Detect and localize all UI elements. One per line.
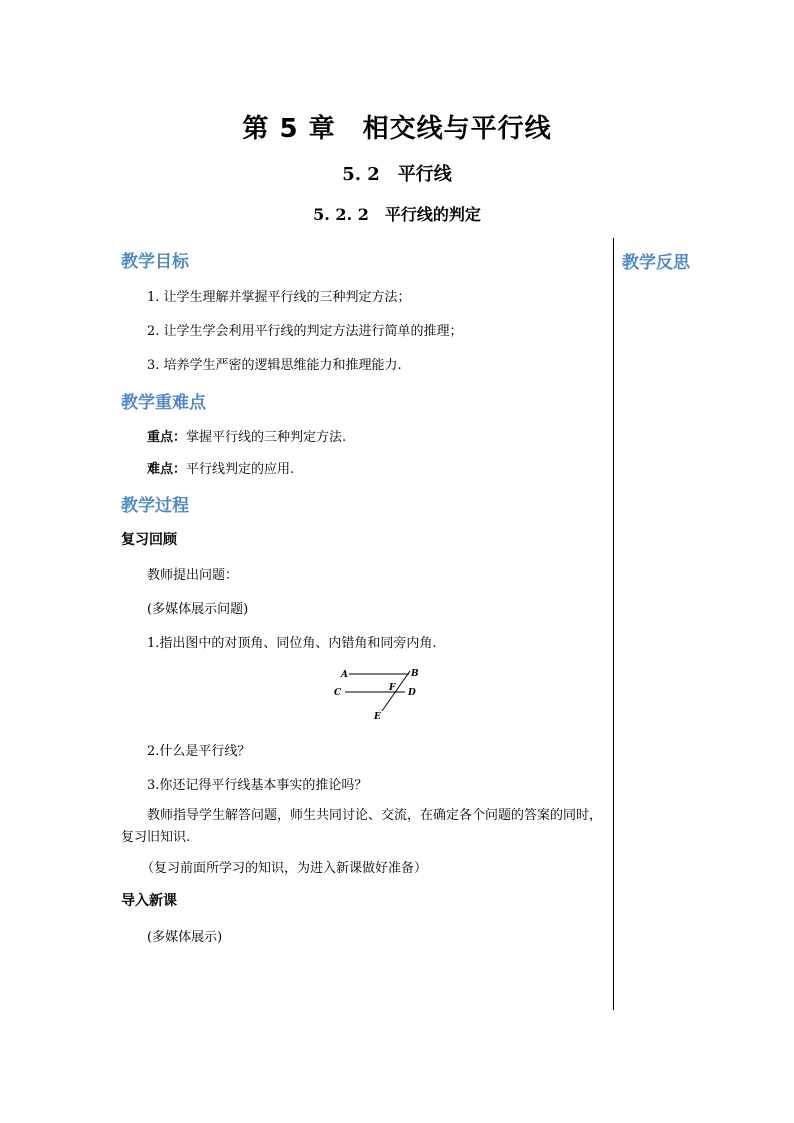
review-heading: 复习回顾 [121, 532, 177, 548]
transversal [382, 671, 410, 711]
goal-item: 1. 让学生理解并掌握平行线的三种判定方法； [147, 290, 411, 305]
label-a: A [341, 670, 348, 680]
review-note: （复习前面所学习的知识，为进入新课做好准备） [141, 861, 428, 876]
question-3: 3.你还记得平行线基本事实的推论吗？ [147, 778, 368, 793]
difficult-point-label: 难点： [147, 462, 187, 477]
chapter-title: 第 5 章 相交线与平行线 [242, 114, 552, 144]
label-c: C [334, 688, 342, 698]
media-show: (多媒体展示问题) [147, 602, 249, 617]
question-1: 1.指出图中的对顶角、同位角、内错角和同旁内角. [147, 636, 437, 651]
goal-item: 2. 让学生学会利用平行线的判定方法进行简单的推理； [147, 324, 463, 339]
intro-heading: 导入新课 [121, 893, 177, 909]
question-2: 2.什么是平行线？ [147, 744, 251, 759]
label-f: F [389, 683, 396, 693]
key-point-text: 掌握平行线的三种判定方法. [186, 430, 347, 445]
label-b: B [411, 669, 419, 679]
keypoints-heading: 教学重难点 [121, 393, 206, 413]
process-heading: 教学过程 [121, 496, 189, 516]
key-point [147, 426, 346, 445]
section-title: 5. 2 平行线 [342, 164, 452, 185]
column-divider [613, 238, 614, 1010]
reflection-heading: 教学反思 [622, 253, 690, 273]
key-point-label: 重点： [147, 430, 187, 445]
parallel-lines-diagram [330, 664, 430, 724]
intro-media: (多媒体展示) [147, 930, 223, 945]
guide-paragraph: 教师指导学生解答问题，师生共同讨论、交流，在确定各个问题的答案的同时，复习旧知识. [121, 808, 603, 845]
subsection-title: 5. 2. 2 平行线的判定 [313, 205, 481, 224]
label-d: D [408, 688, 416, 698]
teacher-asks: 教师提出问题： [147, 568, 239, 583]
difficult-point [147, 458, 294, 477]
label-e: E [374, 712, 381, 722]
goals-heading: 教学目标 [121, 252, 189, 272]
goal-item: 3. 培养学生严密的逻辑思维能力和推理能力. [147, 358, 402, 373]
difficult-point-text: 平行线判定的应用. [186, 462, 295, 477]
